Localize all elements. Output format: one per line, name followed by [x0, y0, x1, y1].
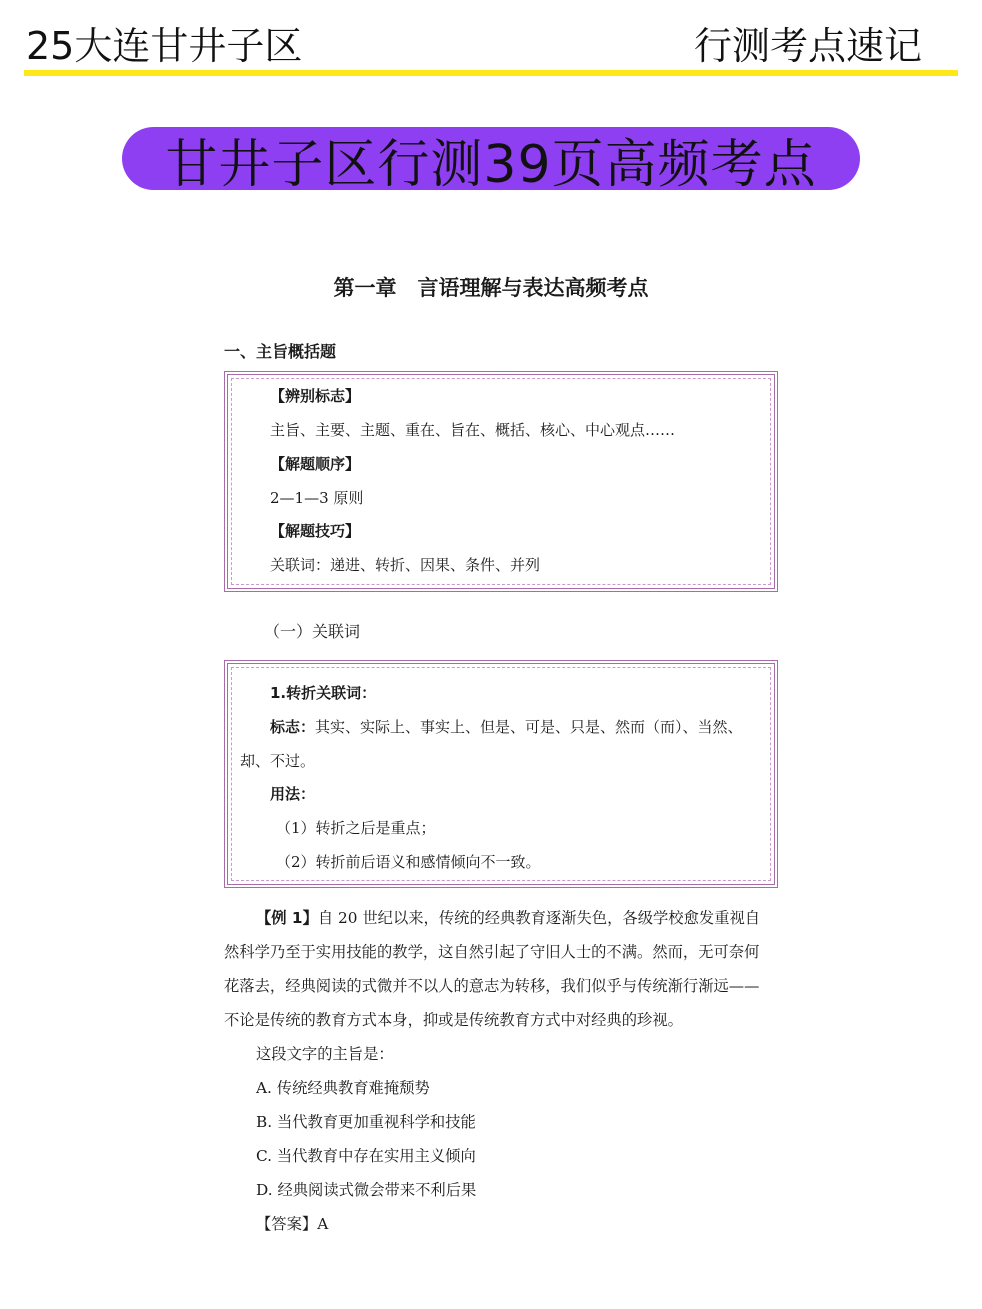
usage-item-2: （2）转折前后语义和感情倾向不一致。: [276, 853, 541, 871]
usage-item-1: （1）转折之后是重点；: [276, 819, 436, 837]
example-line-4: 不论是传统的教育方式本身，抑或是传统教育方式中对经典的珍视。: [224, 1011, 683, 1029]
box2-sign-line-2: 却、不过。: [240, 752, 316, 770]
box1-text-1: 主旨、主要、主题、重在、旨在、概括、核心、中心观点……: [270, 421, 676, 439]
answer-value: A: [317, 1215, 329, 1233]
question-text: 这段文字的主旨是：: [256, 1045, 394, 1063]
option-d: D. 经典阅读式微会带来不利后果: [256, 1181, 477, 1199]
option-c: C. 当代教育中存在实用主义倾向: [256, 1147, 476, 1165]
header-left-title: 25大连甘井子区: [26, 24, 303, 68]
box2-heading: 1.转折关联词：: [270, 684, 377, 702]
answer-line: [256, 1212, 328, 1234]
example-line-2: 然科学乃至于实用技能的教学，这自然引起了守旧人士的不满。然而，无可奈何: [224, 943, 760, 961]
key-points-box: [224, 371, 778, 592]
usage-label: 用法：: [270, 785, 316, 803]
banner-title: 甘井子区行测39页高频考点: [165, 134, 817, 195]
box1-text-2: 2—1—3 原则: [270, 489, 364, 507]
answer-label: 【答案】: [256, 1215, 318, 1233]
box2-sign-line: [270, 716, 743, 737]
box1-heading-2: 【解题顺序】: [270, 455, 361, 473]
example-line-3: 花落去，经典阅读的式微并不以人的意志为转移，我们似乎与传统渐行渐远——: [224, 977, 760, 995]
box1-heading-3: 【解题技巧】: [270, 522, 361, 540]
box1-text-3: 关联词：递进、转折、因果、条件、并列: [270, 556, 541, 574]
example-text-1: 自 20 世纪以来，传统的经典教育逐渐失色，各级学校愈发重视自: [317, 909, 761, 927]
option-a: A. 传统经典教育难掩颓势: [256, 1079, 430, 1097]
example-label: 【例 1】: [256, 909, 318, 927]
conjunction-box: [224, 660, 778, 888]
sign-text: 其实、实际上、事实上、但是、可是、只是、然而（而）、当然、: [315, 718, 743, 736]
header-right-title: 行测考点速记: [693, 24, 922, 68]
chapter-heading: 第一章 言语理解与表达高频考点: [333, 276, 649, 300]
sign-label: 标志：: [270, 718, 316, 736]
section-heading: 一、主旨概括题: [224, 342, 337, 361]
box1-heading-1: 【辨别标志】: [270, 387, 361, 405]
option-b: B. 当代教育更加重视科学和技能: [256, 1113, 476, 1131]
subsection-heading: （一）关联词: [264, 622, 361, 641]
example-line-1: [256, 906, 760, 928]
